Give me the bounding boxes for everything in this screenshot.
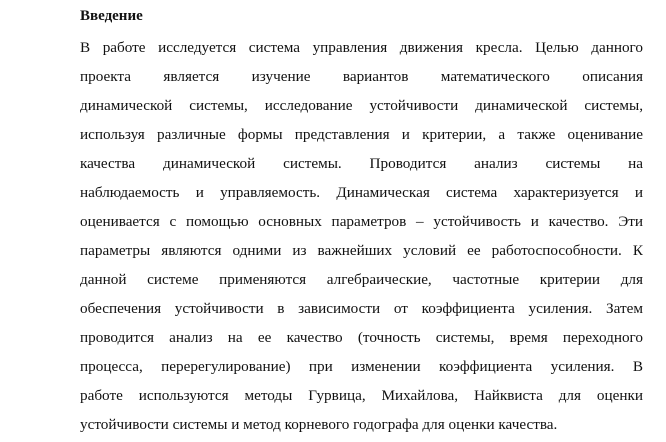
paragraph-line: обеспечения устойчивости в зависимости от коэффициента усиления. Затем — [80, 300, 643, 317]
paragraph-line: устойчивости системы и метод корневого годографа для оценки качества. — [80, 416, 558, 433]
paragraph-line: оценивается с помощью основных параметров – устойчивость и качество. Эти — [80, 213, 643, 230]
paragraph-line: наблюдаемость и управляемость. Динамическая система характеризуется и — [80, 184, 643, 201]
paragraph-line: данной системе применяются алгебраические, частотные критерии для — [80, 271, 643, 288]
paragraph-line: параметры являются одними из важнейших условий ее работоспособности. К — [80, 242, 643, 259]
section-heading: Введение — [80, 8, 143, 24]
paragraph-line: В работе исследуется система управления движения кресла. Целью данного — [80, 39, 643, 56]
body-paragraph — [80, 33, 643, 439]
paragraph-line: динамической системы, исследование устойчивости динамической системы, — [80, 97, 643, 114]
paragraph-line: процесса, перерегулирование) при изменении коэффициента усиления. В — [80, 358, 643, 375]
paragraph-line: проекта является изучение вариантов математического описания — [80, 68, 643, 85]
paragraph-line: проводится анализ на ее качество (точность системы, время переходного — [80, 329, 643, 346]
document-page — [80, 6, 643, 439]
paragraph-line: работе используются методы Гурвица, Михайлова, Найквиста для оценки — [80, 387, 643, 404]
paragraph-line: качества динамической системы. Проводится анализ системы на — [80, 155, 643, 172]
paragraph-line: используя различные формы представления и критерии, а также оценивание — [80, 126, 643, 143]
